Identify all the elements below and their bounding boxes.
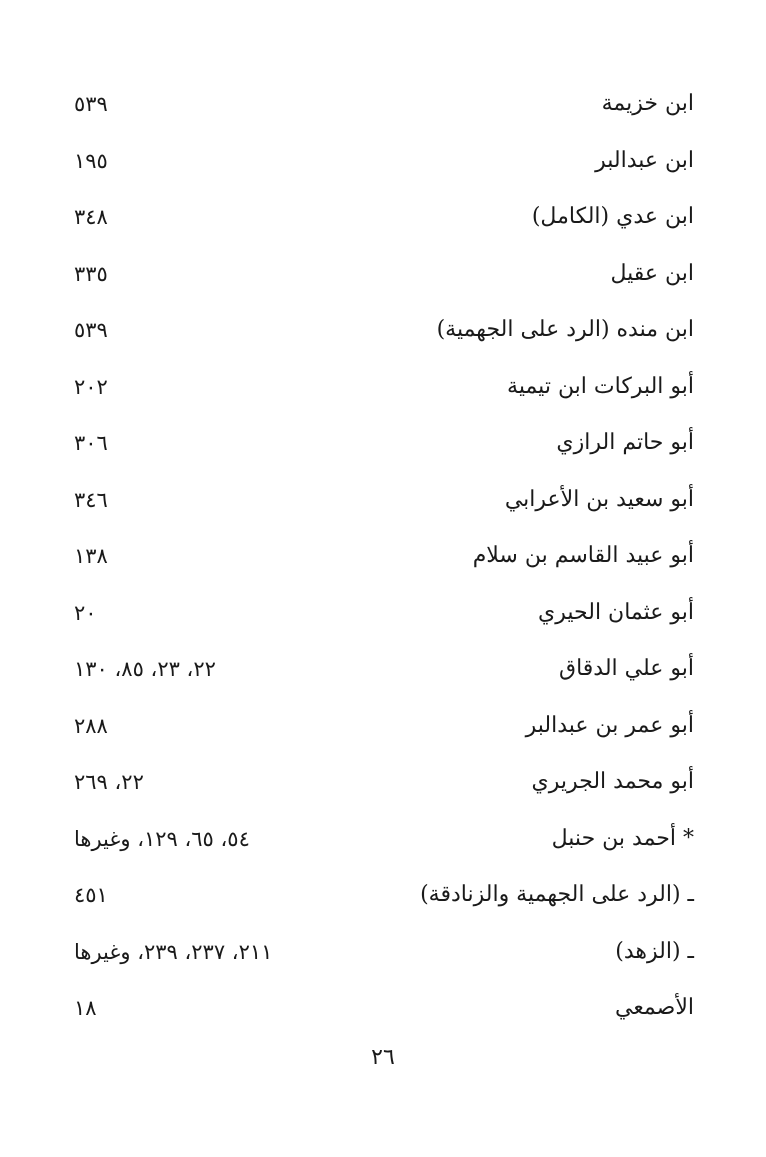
index-entry [0, 476, 766, 533]
entry-name: أبو عثمان الحيري [538, 599, 694, 625]
entry-pages: ٣٤٨ [74, 205, 108, 229]
entry-name: ابن عدي (الكامل) [531, 204, 694, 229]
entry-pages: ٣٤٦ [74, 487, 108, 512]
entry-pages: ٢٨٨ [74, 713, 108, 738]
index-entry [0, 250, 766, 307]
index-list [0, 80, 766, 1041]
page-number: ٢٦ [371, 1045, 395, 1070]
index-entry [0, 928, 766, 985]
index-entry [0, 532, 766, 589]
entry-name: ابن منده (الرد على الجهمية) [436, 317, 694, 342]
entry-pages: ٣٠٦ [74, 431, 108, 455]
entry-pages: ٥٣٩ [74, 92, 108, 116]
index-entry [0, 645, 766, 702]
index-entry [0, 306, 766, 363]
index-entry [0, 363, 766, 420]
entry-pages: ٢٢، ٢٣، ٨٥، ١٣٠ [74, 657, 216, 681]
index-entry [0, 871, 766, 928]
entry-name: أبو عبيد القاسم بن سلام [472, 543, 694, 568]
entry-name: * أحمد بن حنبل [551, 825, 694, 851]
entry-pages: ٤٥١ [74, 883, 108, 907]
entry-name: ـ (الزهد) [615, 938, 694, 964]
entry-name: أبو عمر بن عبدالبر [525, 712, 694, 738]
index-entry [0, 984, 766, 1041]
index-entry [0, 702, 766, 759]
entry-pages: ٣٣٥ [74, 261, 108, 286]
entry-pages: ٢٠٢ [74, 374, 108, 399]
index-entry [0, 193, 766, 250]
entry-name: ابن عقيل [610, 260, 694, 286]
entry-name: ـ (الرد على الجهمية والزنادقة) [420, 882, 694, 907]
entry-pages: ٥٤، ٦٥، ١٢٩، وغيرها [74, 826, 250, 851]
entry-name: ابن خزيمة [601, 91, 694, 116]
index-entry [0, 758, 766, 815]
index-entry [0, 589, 766, 646]
entry-pages: ٥٣٩ [74, 318, 108, 342]
index-entry [0, 419, 766, 476]
entry-name: أبو حاتم الرازي [556, 430, 694, 455]
entry-name: أبو البركات ابن تيمية [507, 373, 694, 399]
entry-name: أبو علي الدقاق [559, 656, 694, 681]
index-entry [0, 815, 766, 872]
entry-pages: ١٩٥ [74, 148, 108, 173]
entry-pages: ١٨ [74, 996, 97, 1020]
entry-pages: ٢٠ [74, 600, 97, 625]
entry-pages: ١٣٨ [74, 544, 108, 568]
entry-name: الأصمعي [614, 995, 694, 1020]
entry-name: ابن عبدالبر [595, 147, 694, 173]
entry-name: أبو محمد الجريري [531, 769, 694, 794]
entry-pages: ٢١١، ٢٣٧، ٢٣٩، وغيرها [74, 939, 273, 964]
entry-name: أبو سعيد بن الأعرابي [504, 486, 694, 512]
index-entry [0, 137, 766, 194]
index-entry [0, 80, 766, 137]
entry-pages: ٢٢، ٢٦٩ [74, 770, 144, 794]
